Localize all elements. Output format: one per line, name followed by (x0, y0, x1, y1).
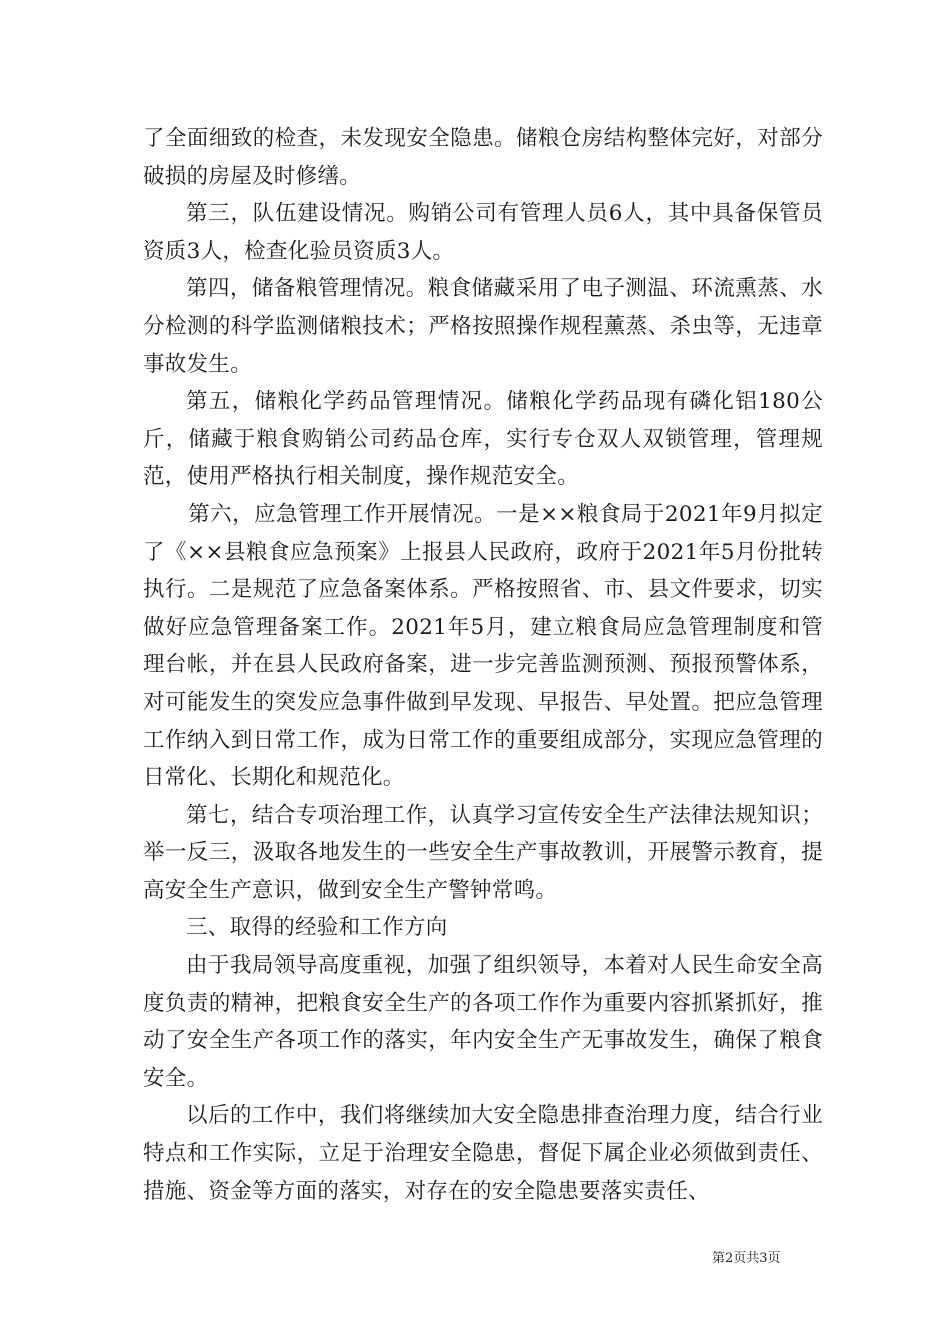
paragraph-reserve-grain-management: 第四，储备粮管理情况。粮食储藏采用了电子测温、环流熏蒸、水分检测的科学监测储粮技术；严格按照操作规程薰蒸、杀虫等，无违章事故发生。 (143, 276, 823, 377)
document-body (143, 120, 823, 1210)
paragraph-team-building: 第三，队伍建设情况。购销公司有管理人员6人，其中具备保管员资质3人，检查化验员资质3人。 (143, 201, 823, 264)
section-heading-experience: 三、取得的经验和工作方向 (186, 915, 448, 941)
paragraph-chemical-management: 第五，储粮化学药品管理情况。储粮化学药品现有磷化铝180公斤，储藏于粮食购销公司药品仓库，实行专仓双人双锁管理，管理规范，使用严格执行相关制度，操作规范安全。 (143, 389, 823, 490)
paragraph-inspection-continued: 了全面细致的检查，未发现安全隐患。储粮仓房结构整体完好，对部分破损的房屋及时修缮。 (143, 126, 823, 189)
paragraph-special-governance: 第七，结合专项治理工作，认真学习宣传安全生产法律法规知识；举一反三，汲取各地发生的一些安全生产事故教训，开展警示教育，提高安全生产意识，做到安全生产警钟常鸣。 (143, 802, 823, 903)
paragraph-emergency-management: 第六，应急管理工作开展情况。一是××粮食局于2021年9月拟定了《××县粮食应急预案》上报县人民政府，政府于2021年5月份批转执行。二是规范了应急备案体系。严格按照省、市、县文件要求，切实做好应急管理备案工作。2021年5月，建立粮食局应急管理制度和管理台帐，并在县人民政府备案，进一步完善监测预测、预报预警体系，对可能发生的突发应急事件做到早发现、早报告、早处置。把应急管理工作纳入到日常工作，成为日常工作的重要组成部分，实现应急管理的日常化、长期化和规范化。 (143, 501, 823, 791)
paragraph-future-work: 以后的工作中，我们将继续加大安全隐患排查治理力度，结合行业特点和工作实际，立足于治理安全隐患，督促下属企业必须做到责任、措施、资金等方面的落实，对存在的安全隐患要落实责任、 (143, 1103, 823, 1204)
paragraph-leadership: 由于我局领导高度重视，加强了组织领导，本着对人民生命安全高度负责的精神，把粮食安全生产的各项工作作为重要内容抓紧抓好，推动了安全生产各项工作的落实，年内安全生产无事故发生，确保了粮食安全。 (143, 953, 823, 1091)
page-number-indicator: 第2页共3页 (712, 1251, 781, 1266)
